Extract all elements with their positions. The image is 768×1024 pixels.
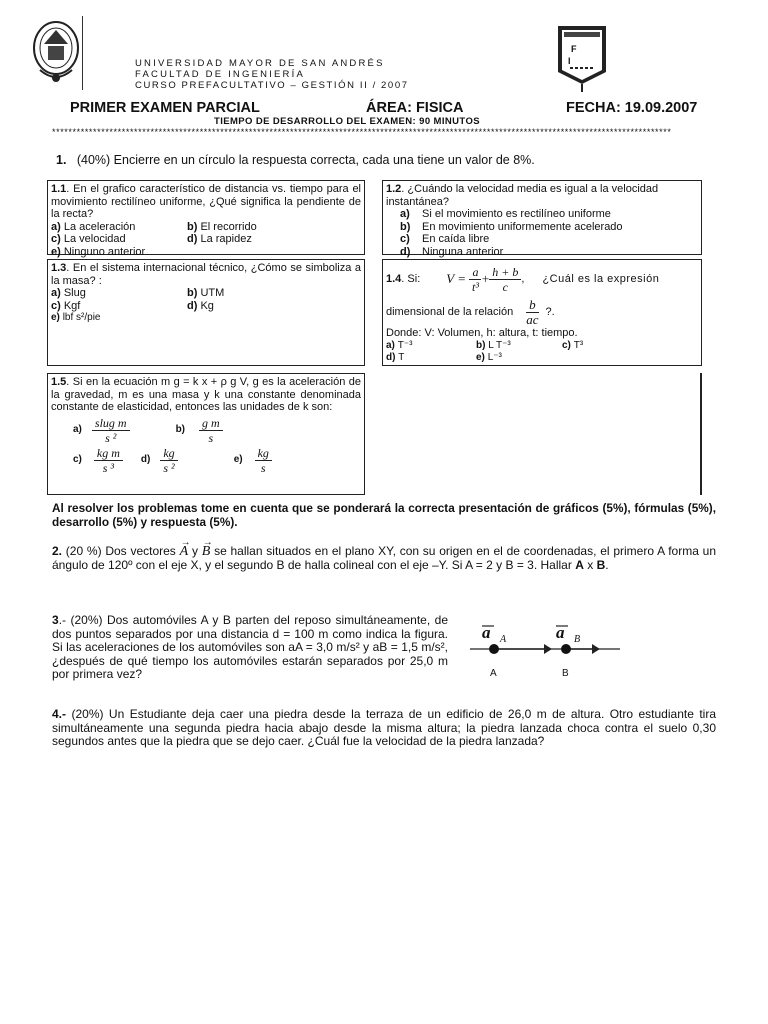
option-1-3-d[interactable]: Kg	[200, 299, 214, 312]
option-letter: d)	[386, 352, 396, 363]
fraction-numerator: kg	[255, 447, 272, 461]
question-2-intro: (20 %) Dos vectores	[65, 544, 176, 558]
problem-1-5-label: 1.5	[51, 376, 67, 388]
header-divider	[82, 16, 83, 90]
faculty-shield-logo	[554, 22, 610, 94]
option-1-1-b[interactable]: El recorrido	[200, 220, 257, 233]
option-1-4-b[interactable]: L T⁻³	[488, 339, 511, 351]
logo-letter-f: F	[571, 44, 577, 54]
fraction-denominator: s	[208, 430, 214, 445]
question-2-vector-a-bold: A	[575, 557, 584, 572]
option-letter: e)	[51, 245, 61, 258]
grading-note: Al resolver los problemas tome en cuenta que se ponderará la correcta presentación de gráficos (5%), fórmulas (5%), desarrollo (5%) y respuesta (5%).	[52, 501, 716, 529]
problem-1-5-text: . Si en la ecuación m g = k x + ρ g V, g es la aceleración de la gravedad, m es una masa y k una constante denominada constante de elasticidad, entonces las unidades de k son:	[51, 376, 361, 413]
acceleration-b-symbol: a	[556, 623, 565, 642]
option-1-5-d[interactable]	[160, 447, 177, 474]
option-letter: c)	[400, 233, 410, 245]
question-1-number: 1.	[56, 153, 67, 167]
option-letter: e)	[476, 352, 485, 363]
fraction-denominator: s ³	[102, 460, 115, 475]
fraction-numerator: kg m	[94, 447, 123, 461]
option-letter: a)	[51, 220, 61, 233]
option-1-2-c[interactable]: En caída libre	[422, 233, 490, 245]
option-1-1-c[interactable]: La velocidad	[63, 233, 126, 245]
course-name: CURSO PREFACULTATIVO – GESTIÓN II / 2007	[135, 80, 409, 91]
option-letter: e)	[233, 453, 243, 465]
question-1-header	[56, 153, 535, 167]
problem-1-4-si: . Si:	[401, 272, 421, 285]
question-2	[52, 537, 717, 572]
option-letter: a)	[73, 423, 82, 435]
option-letter: b)	[187, 220, 198, 233]
option-1-1-d[interactable]: La rapidez	[200, 233, 252, 245]
car-a-label: A	[490, 668, 497, 679]
problem-1-4-question: ¿Cuál es la expresión	[542, 272, 660, 285]
question-2-end: .	[605, 557, 609, 572]
option-letter: d)	[187, 233, 198, 245]
option-1-2-b[interactable]: En movimiento uniformemente acelerado	[422, 220, 623, 233]
problem-1-2-label: 1.2	[386, 183, 402, 195]
formula-lhs: V =	[446, 270, 466, 286]
question-4	[52, 708, 716, 749]
fraction-numerator: b	[526, 299, 539, 313]
formula-plus: +	[481, 270, 490, 286]
option-1-3-e[interactable]: lbf s²/pie	[62, 312, 101, 323]
problem-1-4-qmark: ?.	[545, 305, 555, 318]
fraction-denominator: s ²	[163, 460, 175, 475]
option-letter: e)	[51, 312, 60, 323]
question-2-text: se hallan situados en el plano XY, con su origen en el de coordenadas, el primero A forma un ángulo de 120º con el eje X, y el segundo B de halla colineal con el eje –Y. Si A = 2 y B = 3. Hallar	[52, 544, 717, 572]
option-letter: c)	[51, 299, 61, 312]
vector-b: → B	[201, 537, 213, 559]
option-letter: c)	[562, 339, 571, 351]
exam-duration: TIEMPO DE DESARROLLO DEL EXAMEN: 90 MINUTOS	[214, 116, 480, 127]
problem-1-3-text: . En el sistema internacional técnico, ¿Cómo se simboliza a la masa? :	[51, 262, 361, 287]
fraction-numerator: slug m	[92, 417, 130, 431]
question-3-number: 3	[52, 613, 59, 627]
option-letter: a)	[386, 339, 395, 351]
acceleration-a-symbol: a	[482, 623, 491, 642]
exam-title: PRIMER EXAMEN PARCIAL	[70, 100, 260, 116]
option-letter: a)	[400, 208, 410, 220]
university-name: UNIVERSIDAD MAYOR DE SAN ANDRÉS	[135, 58, 385, 69]
exam-area: ÁREA: FISICA	[366, 100, 464, 116]
option-letter: b)	[400, 220, 411, 233]
option-letter: c)	[73, 453, 82, 465]
option-1-2-a[interactable]: Si el movimiento es rectilíneo uniforme	[422, 208, 611, 220]
option-letter: c)	[51, 233, 61, 245]
option-1-3-b[interactable]: UTM	[200, 287, 225, 299]
fraction-denominator: c	[502, 279, 508, 294]
option-1-2-d[interactable]: Ninguna anterior	[422, 245, 504, 258]
problem-1-4-donde: Donde: V: Volumen, h: altura, t: tiempo.	[386, 327, 578, 339]
option-1-5-e[interactable]	[255, 447, 272, 474]
problem-1-3-label: 1.3	[51, 262, 67, 274]
option-1-5-b[interactable]	[199, 417, 223, 444]
fraction-denominator: s ²	[105, 430, 117, 445]
acceleration-a-subscript: A	[500, 634, 507, 645]
option-letter: d)	[140, 453, 151, 465]
exam-date: FECHA: 19.09.2007	[566, 100, 698, 116]
fraction-numerator: g m	[199, 417, 223, 431]
empty-box-right-border	[700, 373, 702, 495]
faculty-name: FACULTAD DE INGENIERÍA	[135, 69, 305, 80]
car-b-label: B	[562, 668, 569, 679]
option-letter: b)	[175, 423, 186, 435]
vector-a: → A	[179, 537, 191, 559]
question-3-text: .- (20%) Dos automóviles A y B parten del reposo simultáneamente, de dos puntos separados por una distancia d = 100 m como indica la figura. Si las aceleraciones de los automóviles son aA = 3,0 m/s² y aB = 1,5 m/s², ¿después de qué tiempo los automóviles estarán separados por 25,0 m por primera vez?	[52, 613, 448, 682]
option-1-1-e[interactable]: Ninguno anterior	[63, 245, 146, 258]
option-1-4-d[interactable]: T	[398, 352, 405, 363]
option-letter: d)	[187, 299, 198, 312]
option-1-3-c[interactable]: Kgf	[63, 299, 81, 312]
question-2-number: 2.	[52, 544, 63, 558]
fraction-denominator: ac	[526, 311, 539, 327]
option-letter: b)	[187, 287, 198, 299]
option-letter: a)	[51, 287, 61, 299]
star-separator: *******************************************************************************************************************************************************	[52, 128, 672, 137]
option-1-4-a[interactable]: T⁻³	[397, 339, 413, 351]
fraction-numerator: kg	[160, 447, 177, 461]
problem-1-1-label: 1.1	[51, 183, 67, 195]
university-crest-logo	[30, 18, 82, 86]
question-4-text: (20%) Un Estudiante deja caer una piedra desde la terraza de un edificio de 26,0 m de altura. Otro estudiante tira simultáneamente una segunda piedra hacia abajo desde la misma altura; la piedra lanzada choca contra el suelo 0,30 segundos antes que la piedra que se dejo caer. ¿Cuál fue la velocidad de la piedra lanzada?	[52, 707, 716, 749]
option-1-1-a[interactable]: La aceleración	[63, 220, 136, 233]
question-3	[52, 614, 448, 682]
fraction-denominator: t³	[471, 279, 479, 294]
option-1-5-a[interactable]	[92, 417, 130, 444]
problem-1-4-dimension-text: dimensional de la relación	[386, 305, 514, 318]
problem-1-3-box	[47, 259, 365, 366]
formula-fraction-2	[489, 266, 521, 293]
problem-1-1-text: . En el grafico característico de distancia vs. tiempo para el movimiento rectilíneo uniforme, ¿Qué significa la pendiente de la recta?	[51, 183, 361, 220]
question-2-cross: x	[587, 557, 594, 572]
option-letter: b)	[476, 339, 486, 351]
problem-1-2-text: . ¿Cuándo la velocidad media es igual a la velocidad instantánea?	[386, 183, 659, 208]
question-1-text: (40%) Encierre en un círculo la respuesta correcta, cada una tiene un valor de 8%.	[76, 153, 535, 167]
option-1-5-c[interactable]	[94, 447, 123, 474]
formula-comma: ,	[521, 272, 525, 285]
formula-fraction-1	[469, 266, 482, 293]
logo-letter-i: I	[568, 56, 571, 66]
question-2-and: y	[191, 544, 198, 558]
problem-1-5-box	[47, 373, 365, 495]
option-1-3-a[interactable]: Slug	[63, 287, 86, 299]
acceleration-b-subscript: B	[574, 634, 581, 645]
question-4-number: 4.-	[52, 707, 67, 721]
problem-1-4-label: 1.4	[386, 272, 402, 285]
cars-figure	[470, 622, 620, 684]
fraction-numerator: a	[469, 266, 481, 280]
problem-1-1-box	[47, 180, 365, 258]
option-letter: d)	[400, 245, 411, 258]
option-1-4-e[interactable]: L⁻³	[487, 352, 502, 363]
option-1-4-c[interactable]: T³	[573, 339, 584, 351]
relation-fraction	[523, 296, 541, 327]
fraction-denominator: s	[260, 460, 266, 475]
fraction-numerator: h + b	[489, 266, 521, 280]
problem-1-4-box	[382, 259, 702, 366]
question-2-vector-b-bold: B	[596, 557, 606, 572]
problem-1-2-box	[382, 180, 702, 258]
